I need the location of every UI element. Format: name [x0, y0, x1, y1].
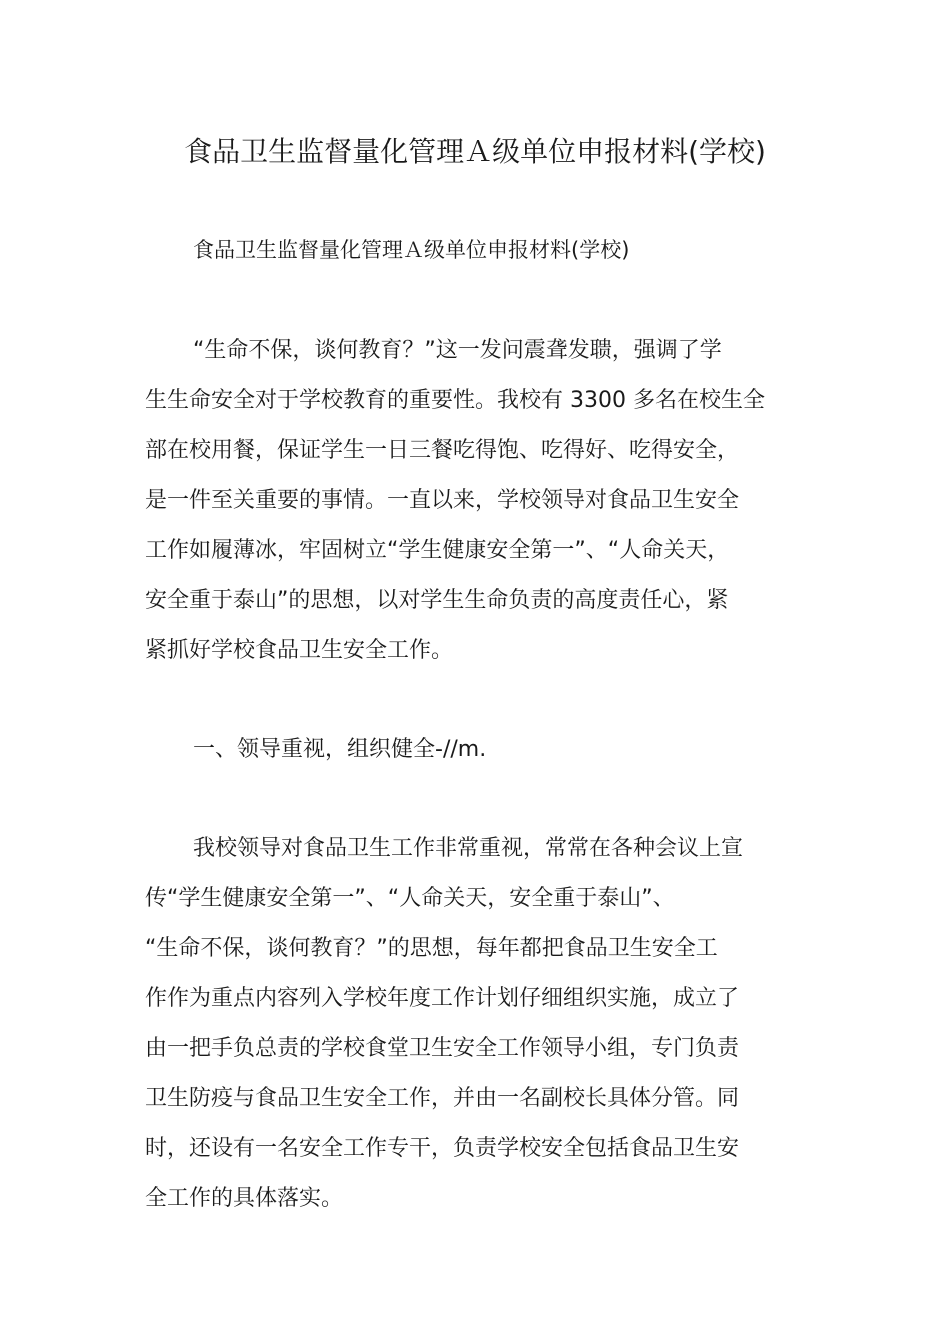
paragraph-line: 时，还设有一名安全工作专干，负责学校安全包括食品卫生安	[145, 1136, 740, 1161]
paragraph-line: 我校领导对食品卫生工作非常重视，常常在各种会议上宣	[193, 836, 744, 861]
section-heading: 一、领导重视，组织健全-//m.	[193, 737, 487, 762]
paragraph-line: 紧抓好学校食品卫生安全工作。	[145, 638, 454, 663]
paragraph-intro	[145, 326, 815, 676]
paragraph-line: 作作为重点内容列入学校年度工作计划仔细组织实施，成立了	[145, 986, 740, 1011]
paragraph-line: 工作如履薄冰，牢固树立“学生健康安全第一”、“人命关天，	[145, 538, 730, 563]
paragraph-line: 传“学生健康安全第一”、“人命关天，安全重于泰山”、	[145, 886, 675, 911]
paragraph-line: 全工作的具体落实。	[145, 1186, 344, 1211]
paragraph-line: 部在校用餐，保证学生一日三餐吃得饱、吃得好、吃得安全，	[145, 438, 740, 463]
paragraph-line: 由一把手负总责的学校食堂卫生安全工作领导小组，专门负责	[145, 1036, 740, 1061]
paragraph-line: 安全重于泰山”的思想，以对学生生命负责的高度责任心，紧	[145, 588, 729, 613]
paragraph-line: 卫生防疫与食品卫生安全工作，并由一名副校长具体分管。同	[145, 1086, 740, 1111]
paragraph-line: “生命不保，谈何教育？”这一发问震聋发聩，强调了学	[193, 338, 722, 363]
paragraph-leadership	[145, 824, 815, 1224]
paragraph-line: “生命不保，谈何教育？”的思想，每年都把食品卫生安全工	[145, 936, 718, 961]
document-title: 食品卫生监督量化管理Ａ级单位申报材料(学校)	[184, 135, 766, 168]
paragraph-line: 是一件至关重要的事情。一直以来，学校领导对食品卫生安全	[145, 488, 740, 513]
paragraph-line: 生生命安全对于学校教育的重要性。我校有 3300 多名在校生全	[145, 388, 765, 413]
document-subtitle: 食品卫生监督量化管理Ａ级单位申报材料(学校)	[193, 238, 630, 262]
